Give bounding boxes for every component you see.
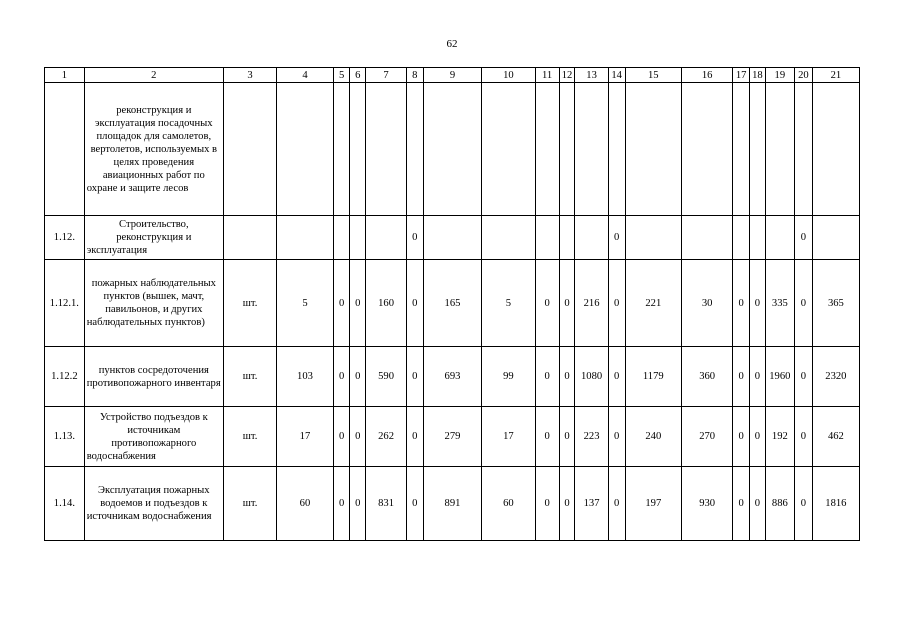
column-header: 16 — [682, 68, 733, 83]
column-header: 21 — [812, 68, 859, 83]
row-number: 1.13. — [45, 407, 85, 467]
value-cell — [350, 216, 366, 260]
value-cell: 60 — [482, 467, 535, 541]
column-header: 13 — [575, 68, 608, 83]
column-header: 8 — [406, 68, 423, 83]
value-cell: 0 — [733, 467, 750, 541]
column-header: 14 — [608, 68, 625, 83]
value-cell: 0 — [350, 347, 366, 407]
value-cell: 0 — [794, 467, 812, 541]
value-cell: 0 — [608, 216, 625, 260]
value-cell — [765, 216, 794, 260]
value-cell: 0 — [406, 407, 423, 467]
value-cell: 1816 — [812, 467, 859, 541]
column-header: 11 — [535, 68, 559, 83]
value-cell — [625, 83, 681, 216]
value-cell — [559, 83, 575, 216]
row-number: 1.12.2 — [45, 347, 85, 407]
value-cell: 462 — [812, 407, 859, 467]
value-cell — [482, 216, 535, 260]
row-unit: шт. — [223, 467, 276, 541]
value-cell: 0 — [750, 347, 766, 407]
table-row — [45, 83, 860, 216]
value-cell — [366, 216, 407, 260]
value-cell — [406, 83, 423, 216]
column-header: 12 — [559, 68, 575, 83]
column-header: 20 — [794, 68, 812, 83]
value-cell: 279 — [423, 407, 482, 467]
column-header: 15 — [625, 68, 681, 83]
value-cell — [333, 83, 350, 216]
value-cell: 930 — [682, 467, 733, 541]
value-cell — [575, 83, 608, 216]
value-cell: 365 — [812, 260, 859, 347]
value-cell: 0 — [535, 347, 559, 407]
value-cell: 0 — [559, 467, 575, 541]
row-name: Эксплуатация пожарных водоемов и подъездов к источникам водоснабжения — [84, 467, 223, 541]
column-header: 6 — [350, 68, 366, 83]
page-number: 62 — [446, 38, 458, 50]
value-cell: 216 — [575, 260, 608, 347]
value-cell: 0 — [794, 347, 812, 407]
value-cell: 0 — [750, 407, 766, 467]
value-cell: 240 — [625, 407, 681, 467]
value-cell: 0 — [608, 260, 625, 347]
value-cell: 0 — [535, 260, 559, 347]
value-cell — [277, 216, 333, 260]
value-cell: 99 — [482, 347, 535, 407]
value-cell: 0 — [406, 467, 423, 541]
value-cell — [350, 83, 366, 216]
value-cell: 60 — [277, 467, 333, 541]
column-header: 5 — [333, 68, 350, 83]
value-cell: 30 — [682, 260, 733, 347]
row-name: пунктов сосредоточения противопожарного инвентаря — [84, 347, 223, 407]
value-cell: 0 — [535, 467, 559, 541]
row-name: Строительство, реконструкция и эксплуатация — [84, 216, 223, 260]
column-header: 1 — [45, 68, 85, 83]
value-cell: 5 — [482, 260, 535, 347]
value-cell — [423, 83, 482, 216]
value-cell: 0 — [350, 467, 366, 541]
value-cell — [812, 216, 859, 260]
value-cell: 223 — [575, 407, 608, 467]
value-cell — [733, 83, 750, 216]
value-cell — [535, 83, 559, 216]
value-cell: 0 — [794, 260, 812, 347]
value-cell: 165 — [423, 260, 482, 347]
table-row — [45, 467, 860, 541]
column-header: 17 — [733, 68, 750, 83]
value-cell: 197 — [625, 467, 681, 541]
value-cell: 0 — [350, 260, 366, 347]
value-cell: 103 — [277, 347, 333, 407]
value-cell: 262 — [366, 407, 407, 467]
header-row — [45, 68, 860, 83]
value-cell: 0 — [333, 407, 350, 467]
column-header: 19 — [765, 68, 794, 83]
value-cell — [625, 216, 681, 260]
value-cell — [812, 83, 859, 216]
table-row — [45, 347, 860, 407]
value-cell — [750, 83, 766, 216]
value-cell: 1960 — [765, 347, 794, 407]
value-cell: 0 — [608, 407, 625, 467]
value-cell: 831 — [366, 467, 407, 541]
value-cell: 0 — [750, 467, 766, 541]
value-cell: 0 — [333, 467, 350, 541]
value-cell: 160 — [366, 260, 407, 347]
value-cell: 5 — [277, 260, 333, 347]
data-table — [44, 67, 860, 541]
value-cell: 0 — [608, 347, 625, 407]
row-number: 1.14. — [45, 467, 85, 541]
value-cell — [750, 216, 766, 260]
row-unit — [223, 216, 276, 260]
column-header: 7 — [366, 68, 407, 83]
table-row — [45, 216, 860, 260]
value-cell: 891 — [423, 467, 482, 541]
value-cell: 17 — [277, 407, 333, 467]
value-cell: 360 — [682, 347, 733, 407]
column-header: 3 — [223, 68, 276, 83]
column-header: 9 — [423, 68, 482, 83]
value-cell: 17 — [482, 407, 535, 467]
value-cell: 137 — [575, 467, 608, 541]
column-header: 2 — [84, 68, 223, 83]
value-cell — [559, 216, 575, 260]
value-cell — [682, 216, 733, 260]
table-row — [45, 260, 860, 347]
value-cell: 0 — [406, 347, 423, 407]
value-cell: 1179 — [625, 347, 681, 407]
value-cell: 0 — [350, 407, 366, 467]
value-cell: 221 — [625, 260, 681, 347]
value-cell: 0 — [794, 407, 812, 467]
row-name: Устройство подъездов к источникам противопожарного водоснабжения — [84, 407, 223, 467]
value-cell: 1080 — [575, 347, 608, 407]
row-name: реконструкция и эксплуатация посадочных площадок для самолетов, вертолетов, используемых в целях проведения авиационных работ по охране и защите лесов — [84, 83, 223, 216]
value-cell — [366, 83, 407, 216]
column-header: 18 — [750, 68, 766, 83]
value-cell: 0 — [794, 216, 812, 260]
row-number: 1.12. — [45, 216, 85, 260]
row-unit: шт. — [223, 347, 276, 407]
value-cell — [575, 216, 608, 260]
value-cell: 192 — [765, 407, 794, 467]
value-cell: 0 — [733, 260, 750, 347]
value-cell: 0 — [535, 407, 559, 467]
row-number — [45, 83, 85, 216]
row-unit — [223, 83, 276, 216]
value-cell: 886 — [765, 467, 794, 541]
column-header: 4 — [277, 68, 333, 83]
value-cell: 0 — [333, 260, 350, 347]
value-cell: 2320 — [812, 347, 859, 407]
value-cell — [333, 216, 350, 260]
row-name: пожарных наблюдательных пунктов (вышек, мачт, павильонов, и других наблюдательных пунктов) — [84, 260, 223, 347]
value-cell: 0 — [750, 260, 766, 347]
value-cell: 0 — [406, 260, 423, 347]
value-cell: 0 — [406, 216, 423, 260]
value-cell — [608, 83, 625, 216]
value-cell — [482, 83, 535, 216]
value-cell: 0 — [733, 407, 750, 467]
column-header: 10 — [482, 68, 535, 83]
value-cell: 0 — [559, 407, 575, 467]
value-cell: 590 — [366, 347, 407, 407]
value-cell: 693 — [423, 347, 482, 407]
row-unit: шт. — [223, 260, 276, 347]
value-cell: 0 — [608, 467, 625, 541]
row-unit: шт. — [223, 407, 276, 467]
value-cell — [535, 216, 559, 260]
table-row — [45, 407, 860, 467]
value-cell: 270 — [682, 407, 733, 467]
value-cell: 0 — [733, 347, 750, 407]
value-cell — [423, 216, 482, 260]
value-cell — [682, 83, 733, 216]
value-cell: 335 — [765, 260, 794, 347]
value-cell — [765, 83, 794, 216]
value-cell — [794, 83, 812, 216]
value-cell — [733, 216, 750, 260]
value-cell: 0 — [333, 347, 350, 407]
value-cell: 0 — [559, 260, 575, 347]
row-number: 1.12.1. — [45, 260, 85, 347]
value-cell: 0 — [559, 347, 575, 407]
value-cell — [277, 83, 333, 216]
